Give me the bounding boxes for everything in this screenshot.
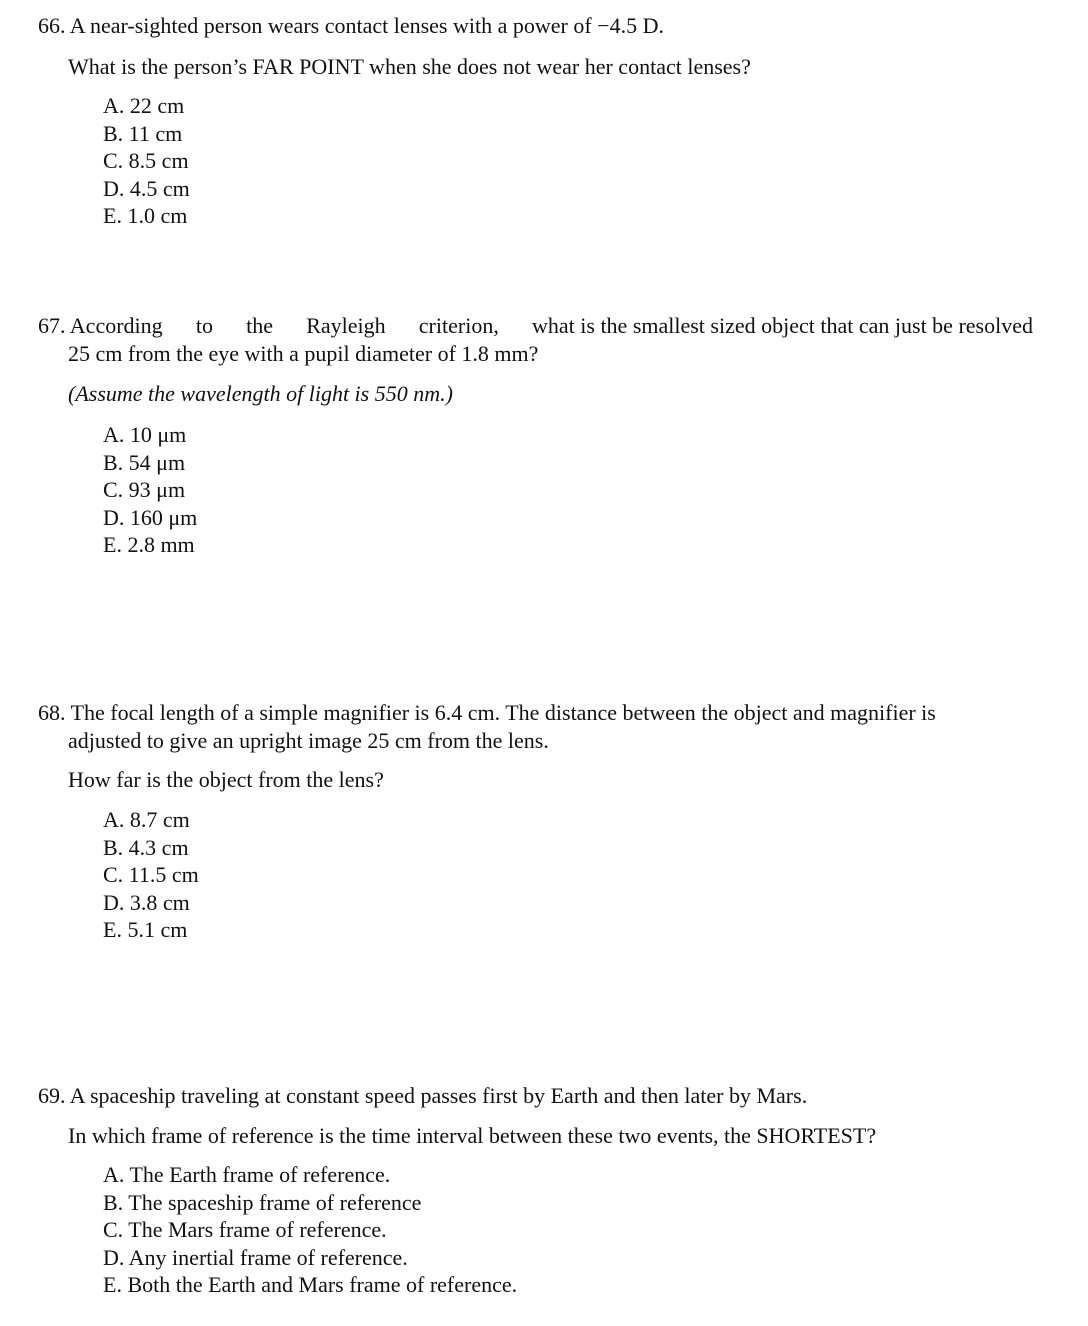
question-69 bbox=[38, 1082, 1048, 1109]
stem-word: to bbox=[195, 313, 213, 338]
option-d[interactable]: D. 160 μm bbox=[103, 504, 198, 530]
question-67-note: (Assume the wavelength of light is 550 nm.) bbox=[68, 381, 453, 406]
option-e[interactable]: E. 5.1 cm bbox=[103, 917, 188, 942]
question-67-options bbox=[103, 421, 197, 559]
stem-word: criterion, bbox=[418, 313, 499, 338]
option-a[interactable]: A. 8.7 cm bbox=[103, 807, 190, 832]
option-d[interactable]: D. 4.5 cm bbox=[103, 175, 190, 201]
question-67 bbox=[38, 312, 1048, 339]
option-c[interactable]: C. 8.5 cm bbox=[103, 148, 189, 173]
question-68-stem-continued: adjusted to give an upright image 25 cm from the lens. bbox=[68, 728, 549, 753]
stem-word: the bbox=[246, 313, 274, 338]
option-a[interactable]: A. 10 μm bbox=[103, 422, 187, 447]
option-d[interactable]: D. Any inertial frame of reference. bbox=[103, 1244, 408, 1270]
option-b[interactable]: B. 4.3 cm bbox=[103, 834, 189, 860]
option-e[interactable]: E. 2.8 mm bbox=[103, 532, 195, 557]
option-c[interactable]: C. 11.5 cm bbox=[103, 862, 199, 887]
question-66-options bbox=[103, 92, 190, 230]
question-68-options bbox=[103, 806, 199, 944]
question-66-prompt: What is the person’s FAR POINT when she does not wear her contact lenses? bbox=[68, 54, 751, 79]
option-c[interactable]: C. 93 μm bbox=[103, 477, 186, 502]
question-67-stem bbox=[38, 312, 1033, 339]
option-b[interactable]: B. The spaceship frame of reference bbox=[103, 1189, 422, 1215]
option-a[interactable]: A. The Earth frame of reference. bbox=[103, 1162, 391, 1187]
question-67-stem-continued: 25 cm from the eye with a pupil diameter of 1.8 mm? bbox=[68, 341, 539, 366]
option-b[interactable]: B. 11 cm bbox=[103, 120, 183, 146]
option-b[interactable]: B. 54 μm bbox=[103, 449, 186, 475]
question-69-options bbox=[103, 1161, 517, 1299]
option-a[interactable]: A. 22 cm bbox=[103, 93, 185, 118]
option-d[interactable]: D. 3.8 cm bbox=[103, 889, 190, 915]
option-c[interactable]: C. The Mars frame of reference. bbox=[103, 1217, 387, 1242]
stem-word: Rayleigh bbox=[306, 313, 386, 338]
stem-word: 67. According bbox=[38, 313, 163, 338]
question-68-prompt: How far is the object from the lens? bbox=[68, 767, 384, 792]
question-66 bbox=[38, 12, 1048, 39]
question-69-prompt: In which frame of reference is the time interval between these two events, the SHORTEST? bbox=[68, 1123, 877, 1148]
question-68 bbox=[38, 699, 1048, 726]
question-66-stem: 66. A near-sighted person wears contact lenses with a power of −4.5 D. bbox=[38, 13, 664, 38]
question-68-stem: 68. The focal length of a simple magnifier is 6.4 cm. The distance between the object and magnifier is bbox=[38, 700, 936, 725]
question-69-stem: 69. A spaceship traveling at constant speed passes first by Earth and then later by Mars. bbox=[38, 1083, 808, 1108]
option-e[interactable]: E. Both the Earth and Mars frame of reference. bbox=[103, 1272, 518, 1297]
option-e[interactable]: E. 1.0 cm bbox=[103, 203, 188, 228]
stem-word: what is the smallest sized object that can just be resolved bbox=[532, 313, 1033, 338]
